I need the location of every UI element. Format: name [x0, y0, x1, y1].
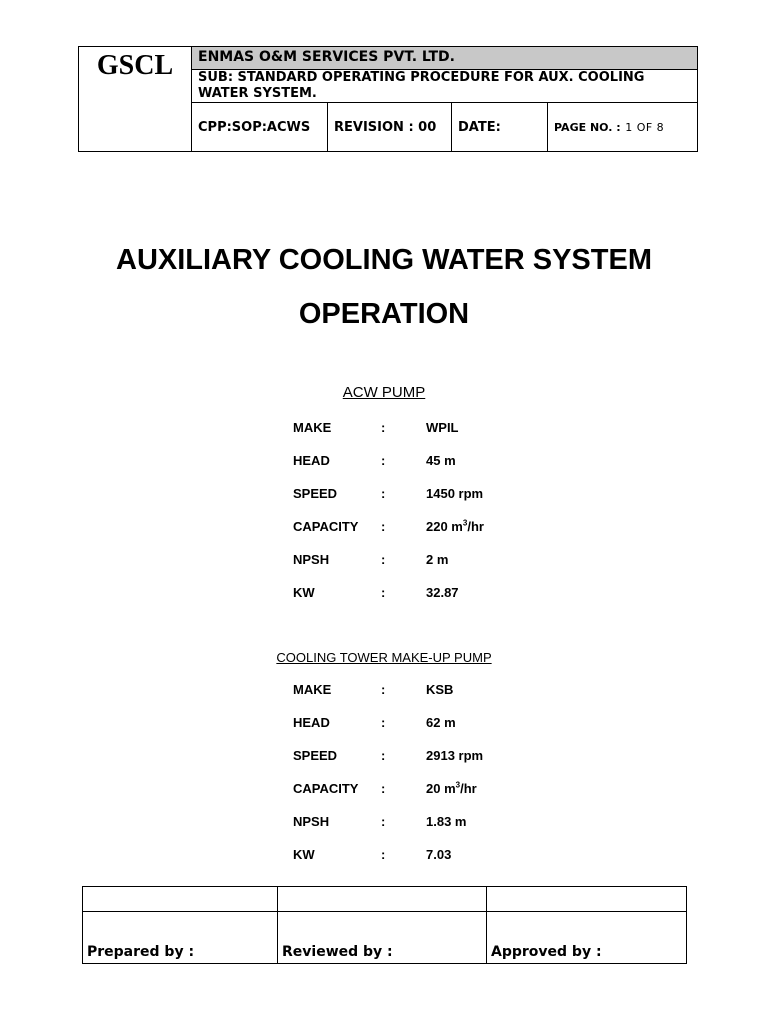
spec-key: MAKE — [293, 420, 332, 435]
signature-block — [82, 886, 687, 964]
spec-value: 62 m — [426, 715, 456, 730]
ct-makeup-pump-heading: COOLING TOWER MAKE-UP PUMP — [276, 650, 492, 665]
spec-value: 1.83 m — [426, 814, 467, 829]
spec-key: CAPACITY — [293, 519, 359, 534]
spec-key: SPEED — [293, 748, 338, 763]
spec-key: NPSH — [293, 814, 330, 829]
revision-number: REVISION : 00 — [328, 103, 452, 152]
reviewed-by-label: Reviewed by : — [278, 912, 487, 964]
spec-key: CAPACITY — [293, 781, 359, 796]
acw-pump-heading: ACW PUMP — [342, 384, 426, 401]
spec-separator: : — [381, 814, 386, 829]
spec-key: KW — [293, 847, 315, 862]
spec-value-exponent: 3 — [462, 518, 468, 528]
document-title-line2: OPERATION — [298, 298, 470, 330]
spec-separator: : — [381, 585, 386, 600]
reviewed-signature-cell — [278, 887, 487, 912]
spec-value: 32.87 — [426, 585, 459, 600]
spec-value — [426, 781, 477, 797]
spec-value: 1450 rpm — [426, 486, 484, 501]
spec-value: KSB — [426, 682, 454, 697]
prepared-signature-cell — [83, 887, 278, 912]
spec-value-unit: /hr — [467, 519, 484, 534]
spec-separator: : — [381, 486, 386, 501]
spec-value-number: 20 m — [426, 781, 456, 796]
spec-separator: : — [381, 453, 386, 468]
approved-signature-cell — [487, 887, 687, 912]
spec-value: 45 m — [426, 453, 456, 468]
spec-value: 7.03 — [426, 847, 452, 862]
document-code: CPP:SOP:ACWS — [192, 103, 328, 152]
spec-value-unit: /hr — [460, 781, 477, 796]
spec-key: HEAD — [293, 453, 330, 468]
spec-separator: : — [381, 552, 386, 567]
page-number — [548, 103, 698, 152]
spec-value-number: 220 m — [426, 519, 463, 534]
document-title-line1: AUXILIARY COOLING WATER SYSTEM — [116, 244, 652, 276]
spec-separator: : — [381, 519, 386, 534]
company-logo: GSCL — [79, 47, 192, 152]
spec-key: NPSH — [293, 552, 330, 567]
spec-key: KW — [293, 585, 315, 600]
page-number-value: 1 OF 8 — [625, 120, 665, 134]
document-header — [78, 46, 698, 152]
spec-separator: : — [381, 847, 386, 862]
spec-separator: : — [381, 748, 386, 763]
spec-key: HEAD — [293, 715, 330, 730]
spec-value: WPIL — [426, 420, 459, 435]
spec-separator: : — [381, 715, 386, 730]
spec-separator: : — [381, 682, 386, 697]
page-number-label: PAGE NO. : — [554, 120, 621, 134]
spec-value — [426, 519, 484, 535]
company-name: ENMAS O&M SERVICES PVT. LTD. — [192, 47, 698, 70]
approved-by-label: Approved by : — [487, 912, 687, 964]
spec-key: SPEED — [293, 486, 338, 501]
document-subject: SUB: STANDARD OPERATING PROCEDURE FOR AUX. COOLING WATER SYSTEM. — [192, 70, 698, 103]
spec-separator: : — [381, 781, 386, 796]
spec-value: 2 m — [426, 552, 449, 567]
date-field: DATE: — [452, 103, 548, 152]
prepared-by-label: Prepared by : — [83, 912, 278, 964]
spec-value: 2913 rpm — [426, 748, 484, 763]
spec-value-exponent: 3 — [455, 780, 461, 790]
spec-key: MAKE — [293, 682, 332, 697]
spec-separator: : — [381, 420, 386, 435]
